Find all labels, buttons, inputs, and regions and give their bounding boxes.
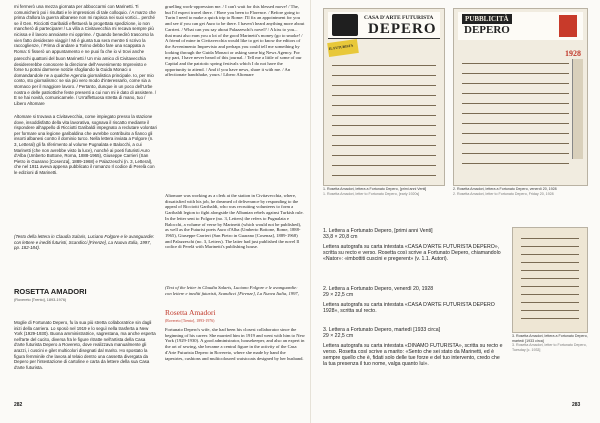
caption-2-en: 2. Rosetta Amadori, letter to Fortunato Depero, Friday 20, 1928 (453, 191, 554, 196)
letter-image-2 (453, 8, 588, 186)
letter-image-3 (512, 227, 588, 333)
letterhead-2-brand-big: DEPERO (464, 24, 510, 36)
letterhead-1-brand: CASA D'ARTE FUTURISTA (364, 15, 434, 21)
caption-3-it: 3. Rosetta Amadori, lettera a Fortunato Depero, martedì [1933 circa] (512, 334, 588, 343)
entry-1-title: 1. Lettera a Fortunato Depero, [primi anni Venti] (323, 228, 433, 234)
section-heading-en: Rosetta Amadori (165, 308, 216, 317)
letterhead-1 (328, 12, 440, 39)
letterhead-1-brand-big: DEPERO (368, 21, 437, 37)
section-heading-en-dates: (Rovereto [Trento], 1893-1976) (165, 319, 215, 323)
profile-en: Fortunato Depero's wife, she had been his closest collaborator since the beginning of his career. She married him in 1919 and went with him to New York (1929-1930). A good administrator, housekeeper, and also an expert in the art of sewing, she became a central figure in the activity of the Casa d'Arte Futurista Depero in Rovereto, where she made by hand the tapestries, cushions and multicoloured waistcoats designed by her husband. (165, 327, 305, 361)
entry-3-desc: Lettera autografa su carta intestata «DINAMO FUTURISTA», scritta su recto e verso. Rosetta così scrive a marito: «Sento che sei stato da Marinetti, ed è sempre quello che è, fidati solo delle tue forze e del tuo intervento, credo che la tua presenza il tuo nome, valga quanto lui». (323, 342, 503, 368)
gutter (310, 0, 311, 423)
section-heading: ROSETTA AMADORI (14, 287, 87, 296)
caption-3-en: 3. Rosetta Amadori, letter to Fortunato Depero, Tuesday [c. 1933] (512, 343, 587, 352)
translation-bottom: Altomare was working as a clerk at the station in Civitavecchia, where, dissatisfied with his job, he dreamed of deliverance by responding to the appeal of Ricciotti Garibaldi, who was recruiting volunteers to form a Garibaldi legion to fight alongside the Albanian rebels against Turkish rule. In the letter sent to Folgore (no. 3, Letters) the refers to Pugnalata e Balocchi, a volume of verse by Marinetti (which would not be published), as well as the Futurist poets Auro d'Alba (Umberto Bottone, Rome, 1888-1965), Giuseppe Carrieri (San Pietro in Guarano [Cosenza], 1889-1968) and Palazzeschi (no. 3, Letters). The latter had just published the novel Il codice di Perelà with Marinetti's publishing house. (165, 193, 304, 250)
entry-1-desc: Lettera autografa su carta intestata «CASA D'ARTE FUTURISTA DEPERO», scritta su recto e verso. Rosetta così scrive a Fortunato Depero, chiamandolo «Nator»: «imbottiti cuscini e pregerent» (v. 1.1. Autori). (323, 243, 501, 263)
letterhead-2-brand: PUBBLICITÀ (462, 14, 512, 24)
left-text-block-bottom: Altomare si trovava a Civitavecchia, come impiegato presso la stazione dove, insoddisfatto della vita lavorativa, sognava il riscatto mediante il rispondere all'appello di Ricciotti Garibaldi impegnato a reclutare volontari per formare una legione garibaldina che avrebbe contribuito a fianco gli insorti albanesi contro il dominio turco. Nella lettera inviata a Folgore (n. 3, Letteral) gli fa riferimento al volume Pugnalata e Balocchi, a cui Marinetti (che non avrebbe visto la luce), nonché ai poeti futuristi Auro d'Alba (Umberto Bottone, Roma, 1888-1965), Giuseppe Carrieri (San Pietro in Guarano [Cosenza], 1889-1968) e Palazzeschi (n. 3, Letteral), che nel 1911 aveva appena pubblicato il romanzo Il codice di Perelà con le edizioni di Marinetti. (14, 114, 157, 175)
futurist-stamp-graphic (332, 14, 358, 36)
caption-1 (323, 187, 447, 196)
letterhead-2-year: 1928 (565, 49, 581, 58)
caption-2 (453, 187, 588, 196)
caption-1-en: 1. Rosetta Amadori, letter to Fortunato Depero, [early 1920s] (323, 191, 420, 196)
caption-2-it: 2. Rosetta Amadori, lettera a Fortunato Depero, venerdì 20, 1928 (453, 187, 557, 191)
page-number-left: 282 (14, 402, 23, 408)
left-text-block-middle: parecchi quattoni del buon Marinetti / Un mio amico di Civitavecchia desidererebbe conoscere la direzione dell'Avvenimento Imprevisto e forse tu potrai darmene notizie sfogliando la Guida Monaci o domandandole ne a qualche Agenzia giornalistica principale. Io, per mio conto, sto giornalismo: se sia più vero modo d'interessarlo, come sia a stomaco per il maggiore lavoro. / Pertanto, dunque in un poco dell'Urbe nostra e delle patriottiche feste presenti a cui non mi è dato di assistere. / E se hai novità, comunicamele. / Un'affettuosa stretta di mano, tuo / Libero Altomare (14, 56, 157, 106)
entry-1-dims: 33,8 × 20,8 cm (323, 234, 358, 241)
badge-1-text: IL FUTURISTA (328, 43, 354, 51)
entry-3-dims: 29 × 22,5 cm (323, 333, 354, 340)
caption-1-it: 1. Rosetta Amadori, lettera a Fortunato Depero, [primi anni Venti] (323, 187, 427, 191)
depero-emblem (559, 15, 577, 37)
translation-note: (Text of the letter in Claudia Salaris, Luciano Folgore e le avanguardie: con lettere e inediti futuristi, Scandicci [Firenze], La Nuova Italia, 1997, (165, 285, 299, 296)
catalogue-entry-3 (323, 327, 505, 368)
left-source-note: (Testo della lettera in Claudia Salaris, Luciano Folgore e le avanguardie: con lettere e inediti futuristi, Scandicci [Firenze], La Nuova Italia, 1997, pp. 182-184). (14, 234, 155, 251)
entry-2-dims: 29 × 22,5 cm (323, 292, 354, 299)
page-number-right: 283 (572, 402, 581, 408)
catalogue-entry-1 (323, 228, 505, 262)
vertical-banner (572, 59, 583, 159)
catalogue-entry-2 (323, 286, 505, 314)
entry-3-title: 3. Lettera a Fortunato Depero, martedì [1933 circa] (323, 327, 441, 333)
profile-paragraph: Moglie di Fortunato Depero, fu la sua più stretta collaboratrice sin dagli inizi della carriera. Lo sposò nel 1919 e lo seguì nella trasferta a New York (1929-1930). Buona amministratrice, sagrestana, ma anche esperta nell'arte del cucito, diversa fra le figure ritratte nell'artista della Casa d'arte futurista Depero a Rovereto, dove realizzava manualmente gli arazzi, i cuscini e gilet multicolori disegnati dal marito. Ho spostato la figura femminile che lavora al telaio dentro una cassetta divergata da Depero per l'intestazione di cartoline e carta da lettere della sua Casa d'arte futurista. (14, 320, 156, 370)
left-text-block-top: mi fermerò una mezza giornata per abboccarmi con Marinetti. Ti comunicherò poi i risultati e le impressioni di tale colloquio. / A marzo che prima d'allora la guerra albanese non mi rapisca nei suoi vortici... perché se il Gen. Ricciotti Garibaldi effettuerà la progettata spedizione, io non mancherò di partecipare! / La villa a Civitavecchia mi recava sempre più nicissa e il lavoro annoiante mi opprime. / Quando benedirò trascorso la vien fatto desiderare viaggi! / Mi è giunta tua sera mentre ti scrivo la raccoglienze, / Prima di andare a Torino debbo fare una scappata a Roma: ti fisserò un appuntamento e ne puoi fa che io vi trovi anche (14, 4, 156, 54)
letter-image-1 (323, 8, 445, 186)
entry-2-desc: Lettera autografa su carta intestata «CASA D'ARTE FUTURISTA DEPERO 1928», scritta sul recto. (323, 301, 495, 314)
futurist-badge-1 (327, 39, 359, 57)
section-heading-dates: (Rovereto [Trento], 1893-1976) (14, 298, 67, 302)
letterhead-2 (458, 12, 583, 40)
caption-3 (512, 334, 588, 352)
entry-2-title: 2. Lettera a Fortunato Depero, venerdì 20, 1928 (323, 286, 434, 292)
translation-top: gruelling work-oppression me. / I can't wait for this blessed move! / The, but I'd expect travel there. / Have you been to Florence. / Before going to Turin I need to make a quick trip to Rome: I'll fix an appointment for you and see if you can get Auro to be there. I haven't heard anything more about Carrieri. / What can you say about Palazzeschi's novel? / A kiss to you... that must also earn you a lot of the good Marinetti's money (go to smoke! / A friend of mine in Civitavecchia would like to get to know the editors of the Avvenimento Imprevisto and perhaps you could tell me something by looking through the Guida Monaci or asking some big News Agency. For my part, I have never heard of this journal. / Tell me a little of some of our Capital and the patriotic spring festivals which I do not have the opportunity to attend. / And if you have news, share it with me. / An affectionate handshake, yours / Libero Altomare (165, 4, 305, 78)
